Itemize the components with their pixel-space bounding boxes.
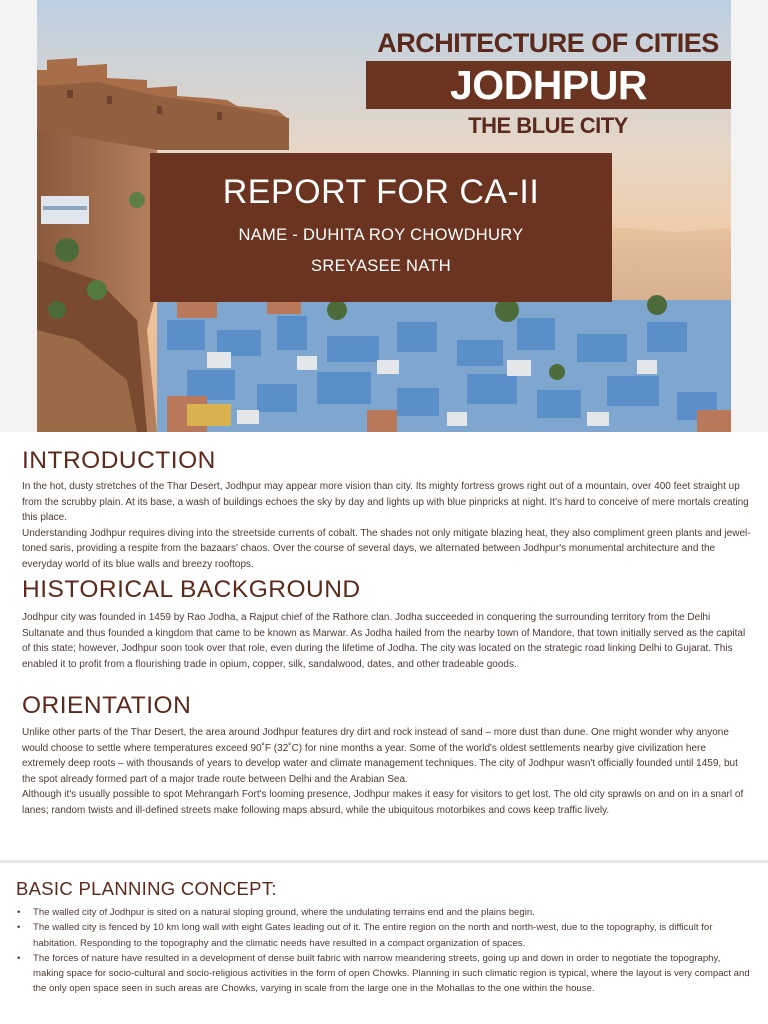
historical-background-heading: HISTORICAL BACKGROUND [22,576,361,603]
orientation-text [22,725,752,818]
author-line-2: SREYASEE NATH [311,257,451,275]
bullet-marker: • [17,952,21,964]
series-title: ARCHITECTURE OF CITIES [377,28,719,58]
basic-planning-heading: BASIC PLANNING CONCEPT: [16,878,277,899]
list-item [16,951,751,997]
orientation-paragraph-2: Although it's usually possible to spot Mehrangarh Fort's looming presence, Jodhpur makes it easy for visitors to get lost. The old city sprawls on and on in a snarl of lanes; random twists and ill-defined streets make following maps absurd, while the ubiquitous motorbikes and cows keep traffic lively. [22,789,744,816]
list-item-text: The walled city of Jodhpur is sited on a natural sloping ground, where the undulating terrains end and the plains begin. [33,907,535,918]
introduction-paragraph-2: Understanding Jodhpur requires diving into the streetside currents of cobalt. The shades not only mitigate blazing heat, they also compliment green plants and jewel-toned saris, providing a respite from the bazaars' chaos. Over the course of several days, we alternated between Jodhpur's monumental architecture and the everyday world of its blue walls and breezy rooftops. [22,527,751,570]
page-divider [0,860,768,863]
list-item-text: The forces of nature have resulted in a development of dense built fabric with narrow meandering streets, going up and down in order to negotiate the topography, making space for socio-cultural and socio-religious activities in the form of open Chowks. Planning in such climatic region is typical, where the layout is very compact and the only open space seen in such areas are Chowks, varying in scale from the large one in the Mohallas to the one within the house. [33,952,750,995]
list-item [16,920,751,951]
report-title-box [150,153,612,302]
basic-planning-list [16,905,751,997]
list-item-text: The walled city is fenced by 10 km long wall with eight Gates leading out of it. The entire region on the north and north-west, due to the topography, is difficult for habitation. Responding to the topography and the climatic needs have resulted in a compact organization of spaces. [33,922,713,949]
introduction-paragraph-1: In the hot, dusty stretches of the Thar Desert, Jodhpur may appear more vision than city. Its mighty fortress grows right out of a mountain, over 400 feet straight up from the scrubby plain. At its base, a wash of buildings echoes the sky by day and lights up with blue pinpricks at night. It's hard to conceive of mere mortals creating this place. [22,481,749,523]
city-title: JODHPUR [366,61,731,109]
orientation-heading: ORIENTATION [22,692,192,719]
bullet-marker: • [17,922,21,934]
report-title: REPORT FOR CA-II [222,173,540,211]
orientation-paragraph-1: Unlike other parts of the Thar Desert, the area around Jodhpur features dry dirt and rock instead of sand – more dust than dune. One might wonder why anyone would choose to settle where temperatures exceed 90˚F (32˚C) for nine months a year. Some of the world's oldest settlements nearby give civilization here extremely deep roots – with thousands of years to develop water and climate management techniques. The city of Jodhpur wasn't officially founded until 1459, but the spot already formed part of a major trade route between Delhi and the Arabian Sea. [22,727,738,785]
historical-paragraph: Jodhpur city was founded in 1459 by Rao Jodha, a Rajput chief of the Rathore clan. Jodha succeeded in conquering the surrounding territory from the Delhi Sultanate and thus founded a kingdom that came to be known as Marwar. As Jodha hailed from the nearby town of Mandore, that town initially served as the capital of this state; however, Jodhpur soon took over that role, even during the lifetime of Jodha. The city was located on the strategic road linking Delhi to Gujarat. This enabled it to profit from a flourishing trade in opium, copper, silk, sandalwood, dates, and other tradeable goods. [22,612,746,670]
cover-section [0,0,768,432]
introduction-text [22,479,752,572]
city-subtitle: THE BLUE CITY [468,113,628,138]
bullet-marker: • [17,907,21,918]
introduction-heading: INTRODUCTION [22,447,216,474]
list-item [16,905,751,920]
historical-background-text [22,610,752,672]
author-line: NAME - DUHITA ROY CHOWDHURY [238,226,524,244]
